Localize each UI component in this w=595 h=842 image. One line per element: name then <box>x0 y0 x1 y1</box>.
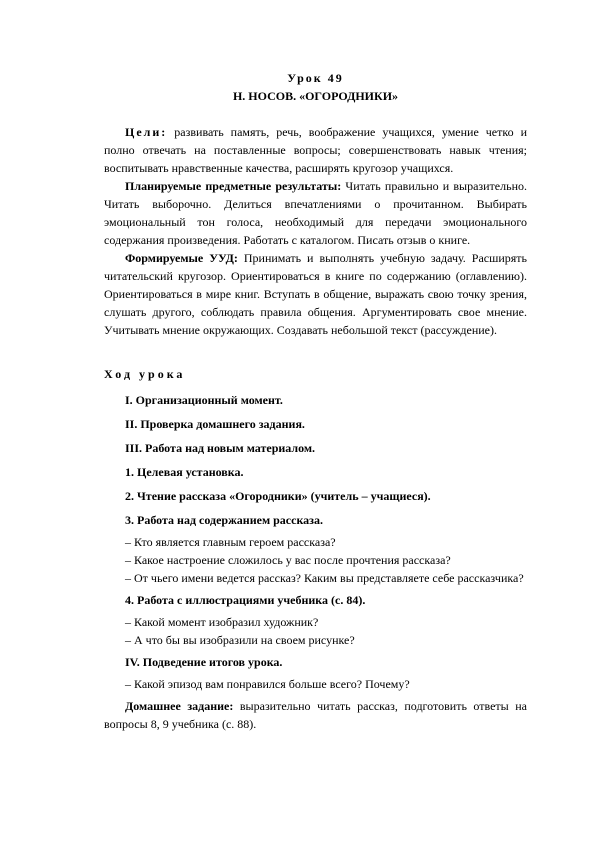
uud-paragraph <box>104 249 527 339</box>
uud-text: Принимать и выполнять учебную задачу. Расширять читательский кругозор. Ориентироваться в книге по содержанию (оглавлению). Ориентироваться в мире книг. Вступать в общение, выражать свою точку зрения, слушать другого, соблюдать правила общения. Аргументировать свое мнение. Учитывать мнение окружающих. Создавать небольшой текст (рассуждение). <box>104 251 527 337</box>
course-heading: Ход урока <box>104 367 186 381</box>
planned-results-label: Планируемые предметные результаты: <box>125 179 342 193</box>
homework-paragraph <box>104 697 527 733</box>
homework-label: Домашнее задание: <box>125 699 234 713</box>
lesson-number: Урок 49 <box>287 71 344 85</box>
section-1: I. Организационный момент. <box>125 393 283 407</box>
homework-text: выразительно читать рассказ, подготовить ответы на вопросы 8, 9 учебника (с. 88). <box>104 699 528 731</box>
goals-text: развивать память, речь, воображение учащихся, умение четко и полно отвечать на поставленные вопросы; совершенствовать навык чтения; воспитывать нравственные качества, расширять кругозор учащихся. <box>104 125 528 175</box>
section-2: II. Проверка домашнего задания. <box>125 417 305 431</box>
goals-paragraph <box>104 123 527 177</box>
section-3-2: 2. Чтение рассказа «Огородники» (учитель – учащиеся). <box>125 489 431 503</box>
question-6: – Какой эпизод вам понравился больше всего? Почему? <box>125 677 410 691</box>
planned-results-paragraph <box>104 177 527 249</box>
question-4: – Какой момент изобразил художник? <box>125 615 319 629</box>
question-1: – Кто является главным героем рассказа? <box>125 535 336 549</box>
section-3-1: 1. Целевая установка. <box>125 465 244 479</box>
lesson-topic: Н. НОСОВ. «ОГОРОДНИКИ» <box>232 89 399 103</box>
section-3-4: 4. Работа с иллюстрациями учебника (с. 84). <box>125 593 366 607</box>
question-2: – Какое настроение сложилось у вас после прочтения рассказа? <box>125 553 451 567</box>
document-body <box>104 69 527 733</box>
goals-label: Цели: <box>125 125 168 139</box>
section-4: IV. Подведение итогов урока. <box>125 655 283 669</box>
question-5: – А что бы вы изобразили на своем рисунке? <box>125 633 355 647</box>
uud-label: Формируемые УУД: <box>125 251 238 265</box>
planned-results-text: Читать правильно и выразительно. Читать выборочно. Делиться впечатлениями о прочитанном. Выбирать эмоциональный тон голоса, необходимый для передачи эмоционального содержания произведения. Работать с каталогом. Писать отзыв о книге. <box>104 179 528 247</box>
question-3: – От чьего имени ведется рассказ? Каким вы представляете себе рассказчика? <box>125 571 524 585</box>
section-3-3: 3. Работа над содержанием рассказа. <box>125 513 323 527</box>
section-3: III. Работа над новым материалом. <box>125 441 316 455</box>
